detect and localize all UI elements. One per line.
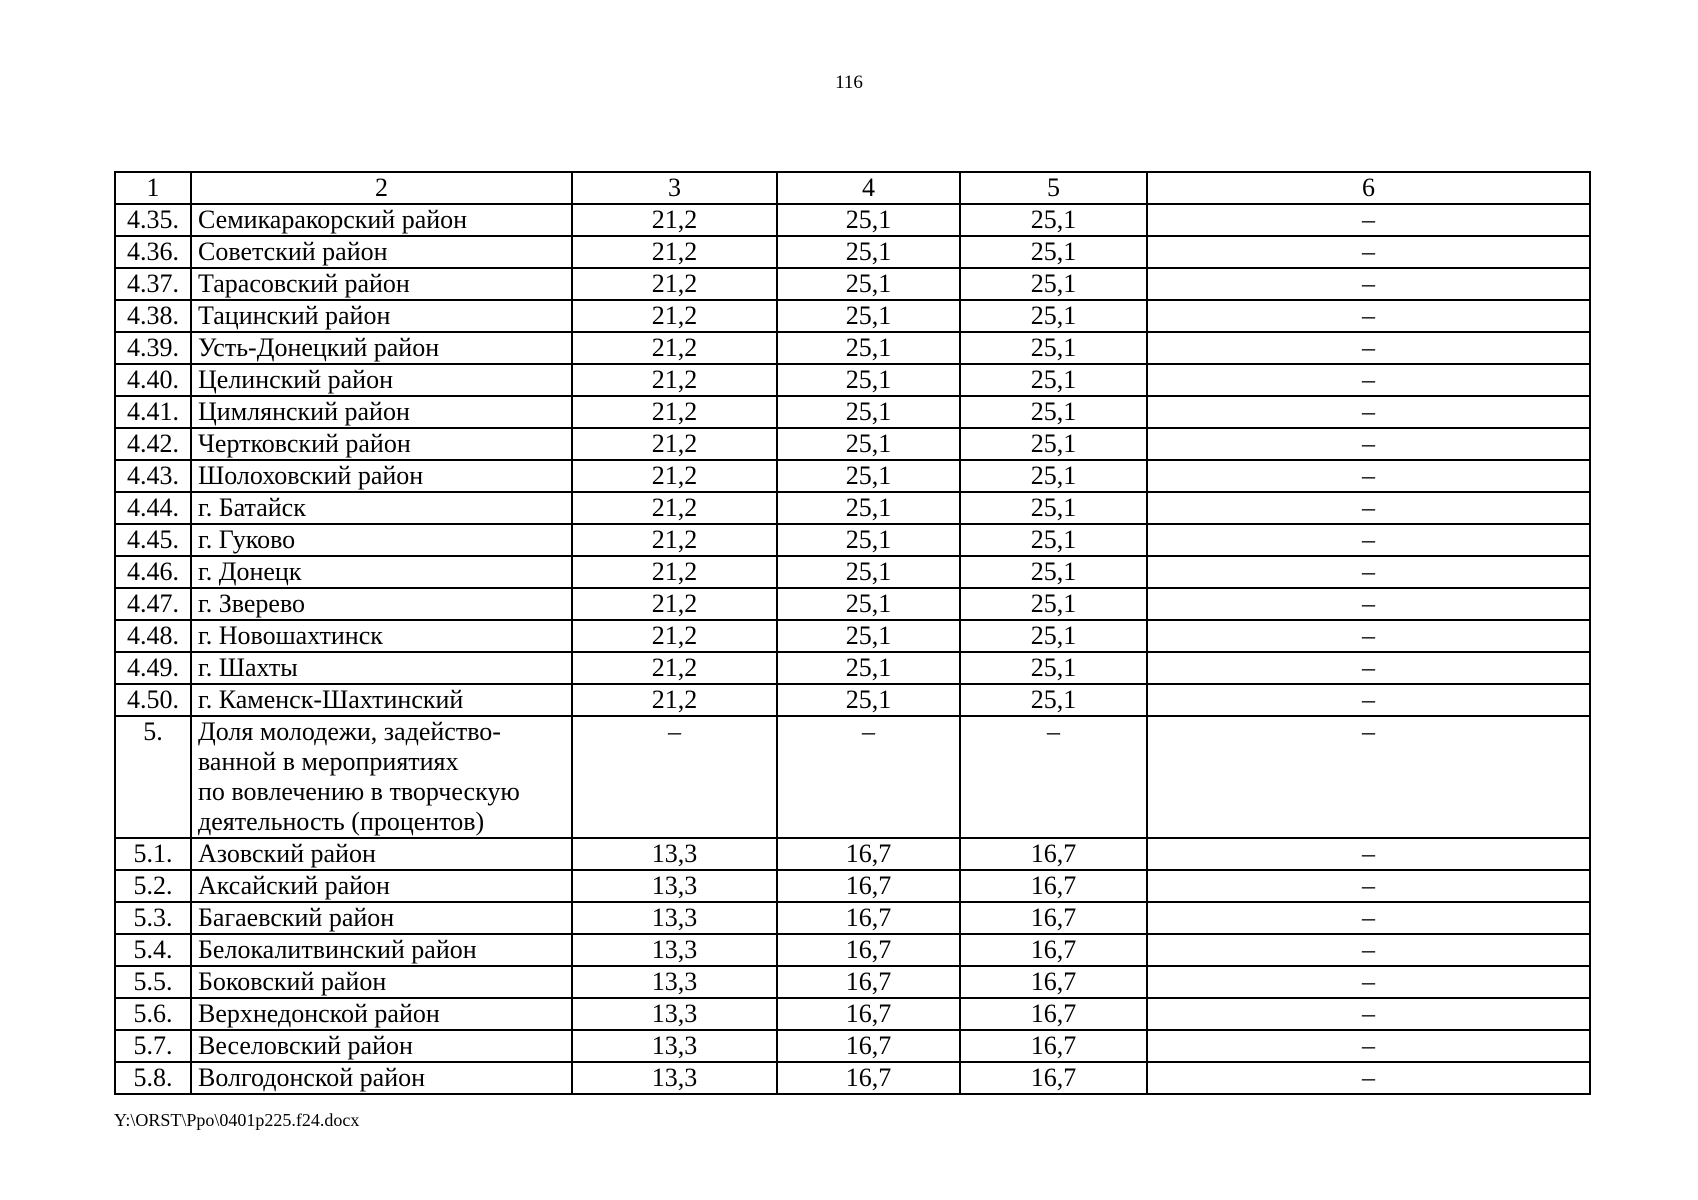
row-number: 5.5. [115,966,191,998]
row-name: Белокалитвинский район [191,934,572,966]
page-number: 116 [835,72,863,93]
value-col-3: 21,2 [572,364,777,396]
value-col-6: – [1147,364,1590,396]
row-name: Усть-Донецкий район [191,332,572,364]
column-header: 5 [960,172,1147,204]
row-number: 5.3. [115,902,191,934]
value-col-6: – [1147,934,1590,966]
value-col-3: 21,2 [572,588,777,620]
table-row [115,1030,1590,1062]
column-header: 4 [777,172,960,204]
value-col-4: – [777,716,960,838]
value-col-6: – [1147,492,1590,524]
row-number: 4.36. [115,236,191,268]
row-name: Веселовский район [191,1030,572,1062]
row-name: г. Каменск-Шахтинский [191,684,572,716]
value-col-3: 21,2 [572,524,777,556]
value-col-6: – [1147,204,1590,236]
value-col-5: 25,1 [960,620,1147,652]
table-row [115,524,1590,556]
table-row [115,396,1590,428]
value-col-5: 25,1 [960,588,1147,620]
value-col-5: 16,7 [960,998,1147,1030]
row-name: Аксайский район [191,870,572,902]
indicators-table [114,171,1591,1095]
value-col-3: 13,3 [572,1030,777,1062]
value-col-6: – [1147,460,1590,492]
value-col-4: 25,1 [777,204,960,236]
row-number: 4.46. [115,556,191,588]
table-row [115,1062,1590,1094]
value-col-4: 25,1 [777,396,960,428]
row-name: Семикаракорский район [191,204,572,236]
value-col-4: 16,7 [777,934,960,966]
value-col-5: 25,1 [960,364,1147,396]
value-col-4: 25,1 [777,492,960,524]
table-row [115,934,1590,966]
row-name: Цимлянский район [191,396,572,428]
value-col-3: 21,2 [572,236,777,268]
value-col-6: – [1147,652,1590,684]
value-col-5: 25,1 [960,524,1147,556]
row-name: Тацинский район [191,300,572,332]
value-col-6: – [1147,966,1590,998]
row-number: 4.48. [115,620,191,652]
value-col-4: 16,7 [777,838,960,870]
value-col-5: – [960,716,1147,838]
table-header-row [115,172,1590,204]
row-number: 5.8. [115,1062,191,1094]
value-col-4: 25,1 [777,588,960,620]
value-col-6: – [1147,838,1590,870]
value-col-6: – [1147,524,1590,556]
value-col-5: 25,1 [960,300,1147,332]
row-number: 5.2. [115,870,191,902]
value-col-4: 16,7 [777,1062,960,1094]
row-name: Верхнедонской район [191,998,572,1030]
file-path-footer: Y:\ORST\Ppo\0401p225.f24.docx [114,1110,360,1130]
value-col-5: 25,1 [960,204,1147,236]
value-col-4: 16,7 [777,902,960,934]
value-col-5: 25,1 [960,236,1147,268]
row-name: г. Зверево [191,588,572,620]
value-col-6: – [1147,1062,1590,1094]
value-col-3: 21,2 [572,684,777,716]
table-row [115,492,1590,524]
value-col-6: – [1147,556,1590,588]
row-name [191,716,572,838]
row-number: 4.41. [115,396,191,428]
row-number: 4.47. [115,588,191,620]
value-col-3: 13,3 [572,998,777,1030]
row-number: 4.49. [115,652,191,684]
value-col-6: – [1147,902,1590,934]
row-name-line: по вовлечению в творческую [198,777,520,806]
value-col-5: 25,1 [960,652,1147,684]
row-name: г. Гуково [191,524,572,556]
row-name: г. Донецк [191,556,572,588]
section-row [115,716,1590,838]
table-row [115,556,1590,588]
value-col-3: 13,3 [572,966,777,998]
value-col-5: 25,1 [960,684,1147,716]
value-col-4: 25,1 [777,364,960,396]
value-col-4: 16,7 [777,966,960,998]
value-col-3: 13,3 [572,870,777,902]
value-col-6: – [1147,236,1590,268]
row-number: 5.7. [115,1030,191,1062]
value-col-3: 21,2 [572,268,777,300]
value-col-4: 25,1 [777,684,960,716]
row-name: Боковский район [191,966,572,998]
value-col-5: 25,1 [960,268,1147,300]
row-number: 4.45. [115,524,191,556]
value-col-4: 25,1 [777,236,960,268]
value-col-3: 21,2 [572,204,777,236]
value-col-3: 13,3 [572,934,777,966]
value-col-4: 25,1 [777,556,960,588]
value-col-6: – [1147,998,1590,1030]
value-col-3: 13,3 [572,838,777,870]
value-col-6: – [1147,332,1590,364]
row-name: Чертковский район [191,428,572,460]
value-col-5: 25,1 [960,396,1147,428]
value-col-5: 16,7 [960,838,1147,870]
table-row [115,966,1590,998]
value-col-4: 25,1 [777,620,960,652]
value-col-6: – [1147,588,1590,620]
row-number: 4.38. [115,300,191,332]
row-name: Советский район [191,236,572,268]
value-col-5: 25,1 [960,492,1147,524]
row-name: Волгодонской район [191,1062,572,1094]
value-col-4: 25,1 [777,428,960,460]
value-col-4: 25,1 [777,652,960,684]
column-header: 1 [115,172,191,204]
column-header: 3 [572,172,777,204]
table-row [115,428,1590,460]
value-col-3: 21,2 [572,396,777,428]
table-row [115,300,1590,332]
table-row [115,998,1590,1030]
value-col-3: 21,2 [572,300,777,332]
row-name: Багаевский район [191,902,572,934]
row-number: 4.37. [115,268,191,300]
value-col-6: – [1147,620,1590,652]
value-col-3: 21,2 [572,492,777,524]
row-name-line: Доля молодежи, задейство- [198,717,501,746]
value-col-3: 21,2 [572,620,777,652]
value-col-6: – [1147,716,1590,838]
value-col-5: 25,1 [960,428,1147,460]
value-col-4: 16,7 [777,998,960,1030]
value-col-6: – [1147,428,1590,460]
value-col-6: – [1147,870,1590,902]
row-name: г. Батайск [191,492,572,524]
row-name: Азовский район [191,838,572,870]
table-row [115,588,1590,620]
table-row [115,870,1590,902]
value-col-3: 21,2 [572,556,777,588]
value-col-6: – [1147,684,1590,716]
value-col-6: – [1147,396,1590,428]
value-col-5: 16,7 [960,966,1147,998]
row-name: Тарасовский район [191,268,572,300]
value-col-5: 25,1 [960,556,1147,588]
value-col-3: – [572,716,777,838]
table-row [115,460,1590,492]
row-number: 4.44. [115,492,191,524]
table-row [115,652,1590,684]
row-number: 5. [115,716,191,838]
table-row [115,902,1590,934]
value-col-4: 25,1 [777,332,960,364]
row-name-line: деятельность (процентов) [198,807,485,836]
row-number: 5.1. [115,838,191,870]
value-col-6: – [1147,300,1590,332]
row-name: Целинский район [191,364,572,396]
table-row [115,620,1590,652]
row-number: 4.43. [115,460,191,492]
table-row [115,332,1590,364]
row-name: Шолоховский район [191,460,572,492]
table-row [115,204,1590,236]
row-number: 4.39. [115,332,191,364]
value-col-4: 25,1 [777,524,960,556]
value-col-3: 21,2 [572,652,777,684]
value-col-4: 16,7 [777,1030,960,1062]
row-name-line: ванной в мероприятиях [198,747,459,776]
value-col-3: 21,2 [572,460,777,492]
value-col-4: 16,7 [777,870,960,902]
value-col-3: 13,3 [572,902,777,934]
value-col-5: 25,1 [960,332,1147,364]
table-row [115,268,1590,300]
column-header: 2 [191,172,572,204]
row-number: 5.4. [115,934,191,966]
value-col-5: 16,7 [960,934,1147,966]
value-col-4: 25,1 [777,460,960,492]
value-col-4: 25,1 [777,300,960,332]
value-col-5: 16,7 [960,1062,1147,1094]
table-row [115,236,1590,268]
row-number: 4.35. [115,204,191,236]
value-col-6: – [1147,268,1590,300]
value-col-3: 21,2 [572,428,777,460]
value-col-5: 16,7 [960,1030,1147,1062]
row-number: 5.6. [115,998,191,1030]
row-number: 4.40. [115,364,191,396]
table-row [115,684,1590,716]
value-col-5: 16,7 [960,902,1147,934]
row-name: г. Новошахтинск [191,620,572,652]
value-col-5: 16,7 [960,870,1147,902]
table-row [115,364,1590,396]
value-col-4: 25,1 [777,268,960,300]
column-header: 6 [1147,172,1590,204]
value-col-5: 25,1 [960,460,1147,492]
value-col-3: 21,2 [572,332,777,364]
table-row [115,838,1590,870]
value-col-3: 13,3 [572,1062,777,1094]
row-name: г. Шахты [191,652,572,684]
row-number: 4.50. [115,684,191,716]
row-number: 4.42. [115,428,191,460]
value-col-6: – [1147,1030,1590,1062]
